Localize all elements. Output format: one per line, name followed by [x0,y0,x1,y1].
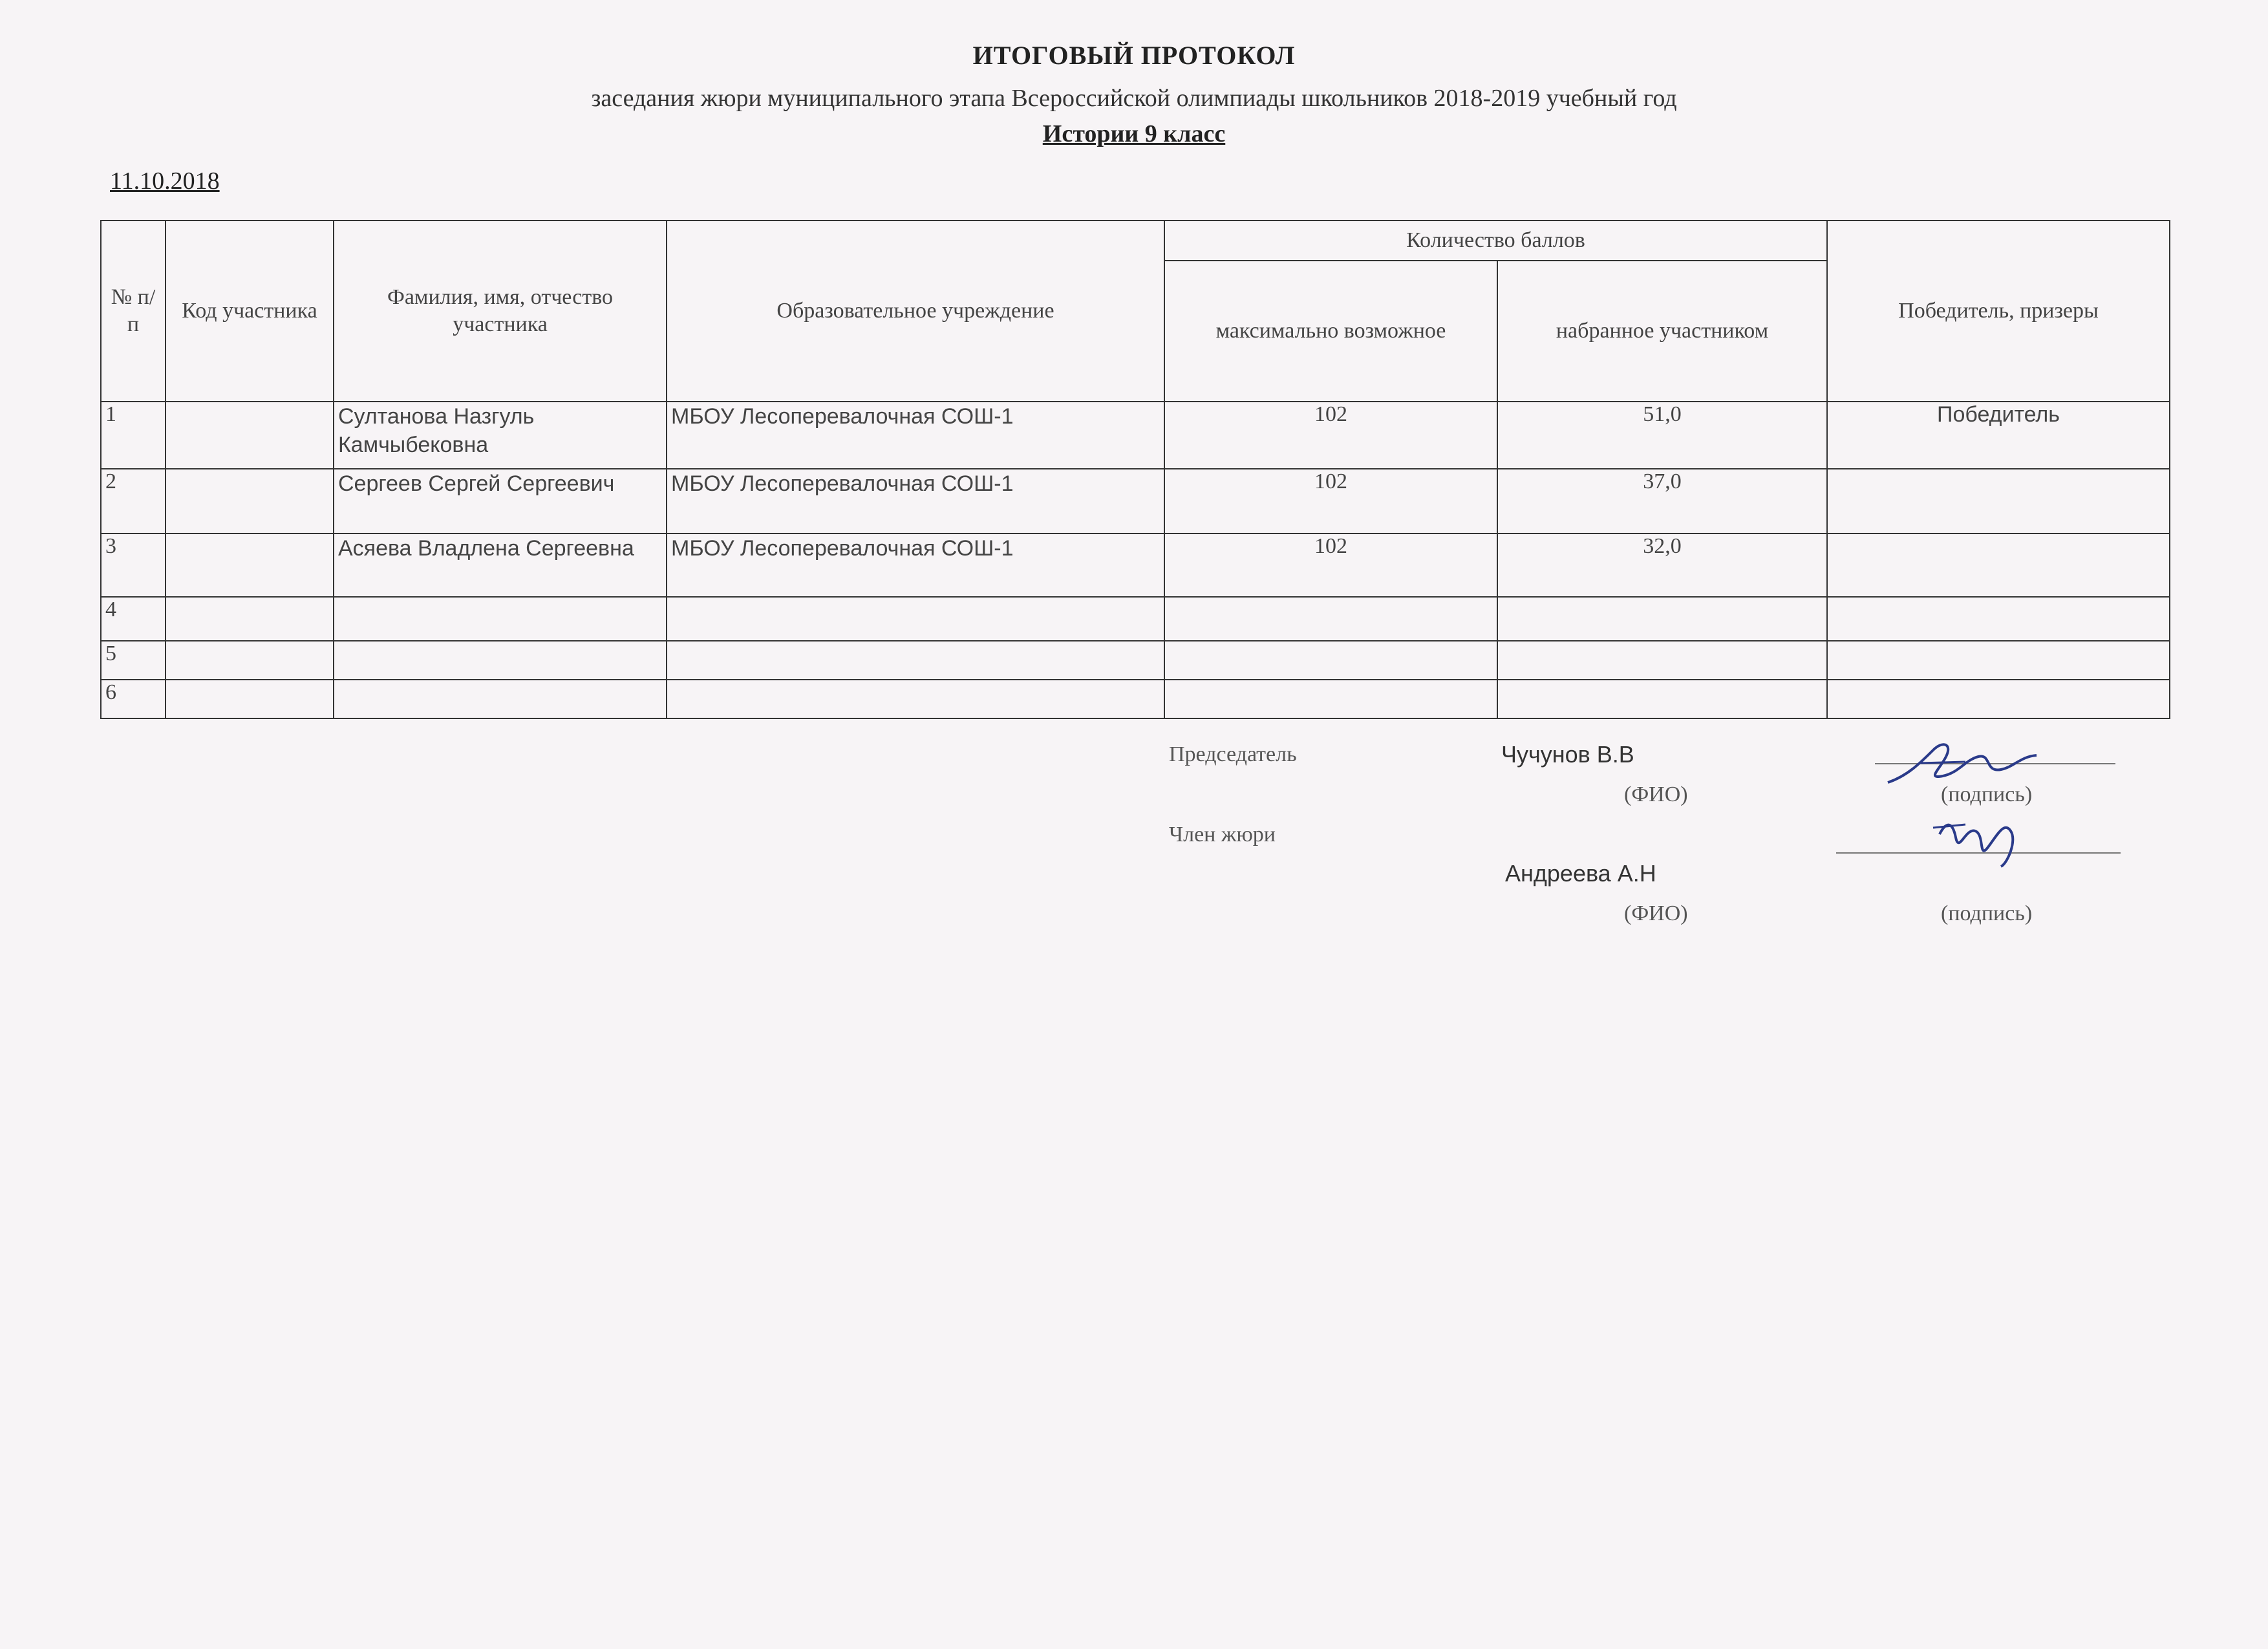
header-result: Победитель, призеры [1827,221,2170,402]
row-result [1827,534,2170,597]
row-num: 3 [101,534,166,597]
row-school [667,641,1164,680]
member-name: Андреева А.Н [1505,860,1656,887]
row-max [1164,641,1497,680]
row-scored [1497,680,1827,718]
table-row [101,534,2170,597]
header-school: Образовательное учреждение [667,221,1164,402]
row-name [334,641,667,680]
table-row [101,469,2170,534]
header-score-group: Количество баллов [1164,221,1827,261]
row-num: 2 [101,469,166,534]
row-code [166,680,334,718]
row-name: Асяева Владлена Сергеевна [334,534,667,597]
table-header-row [101,221,2170,261]
row-result [1827,680,2170,718]
member-label: Член жюри [1169,823,1276,846]
table-row [101,597,2170,641]
row-num: 6 [101,680,166,718]
row-num: 4 [101,597,166,641]
row-code [166,402,334,469]
row-school: МБОУ Лесоперевалочная СОШ-1 [667,402,1164,469]
row-max [1164,597,1497,641]
row-scored [1497,597,1827,641]
document-title: ИТОГОВЫЙ ПРОТОКОЛ [972,41,1296,70]
row-scored [1497,641,1827,680]
table-row [101,402,2170,469]
table-row [101,641,2170,680]
chair-fio-label: (ФИО) [1624,782,1688,806]
header-code: Код участника [166,221,334,402]
member-fio-label: (ФИО) [1624,901,1688,925]
chair-signature-scribble [1881,737,2049,795]
row-scored: 37,0 [1497,469,1827,534]
header-scored: набранное участником [1497,261,1827,402]
member-signature-label: (подпись) [1941,901,2033,925]
row-result [1827,641,2170,680]
row-code [166,534,334,597]
member-signature-scribble [1927,808,2043,873]
row-max: 102 [1164,402,1497,469]
row-num: 5 [101,641,166,680]
row-max: 102 [1164,469,1497,534]
row-name: Сергеев Сергей Сергеевич [334,469,667,534]
document-subtitle: заседания жюри муниципального этапа Всероссийской олимпиады школьников 2018-2019 учебный год [591,85,1677,112]
chair-signature-label: (подпись) [1941,782,2033,806]
row-result [1827,597,2170,641]
row-max: 102 [1164,534,1497,597]
header-num: № п/п [101,221,166,402]
row-school [667,597,1164,641]
header-max: максимально возможное [1164,261,1497,402]
row-school: МБОУ Лесоперевалочная СОШ-1 [667,534,1164,597]
row-scored: 51,0 [1497,402,1827,469]
row-code [166,641,334,680]
row-code [166,469,334,534]
protocol-date: 11.10.2018 [110,167,220,195]
row-name: Султанова Назгуль Камчыбековна [334,402,667,469]
results-table [100,220,2170,719]
table-row [101,680,2170,718]
row-num: 1 [101,402,166,469]
row-name [334,597,667,641]
row-max [1164,680,1497,718]
row-name [334,680,667,718]
row-school [667,680,1164,718]
row-code [166,597,334,641]
header-name: Фамилия, имя, отчество участника [334,221,667,402]
row-result: Победитель [1827,402,2170,469]
row-school: МБОУ Лесоперевалочная СОШ-1 [667,469,1164,534]
chair-name: Чучунов В.В [1501,741,1634,768]
subject-title: Истории 9 класс [1042,120,1226,147]
row-result [1827,469,2170,534]
row-scored: 32,0 [1497,534,1827,597]
chair-label: Председатель [1169,742,1297,766]
